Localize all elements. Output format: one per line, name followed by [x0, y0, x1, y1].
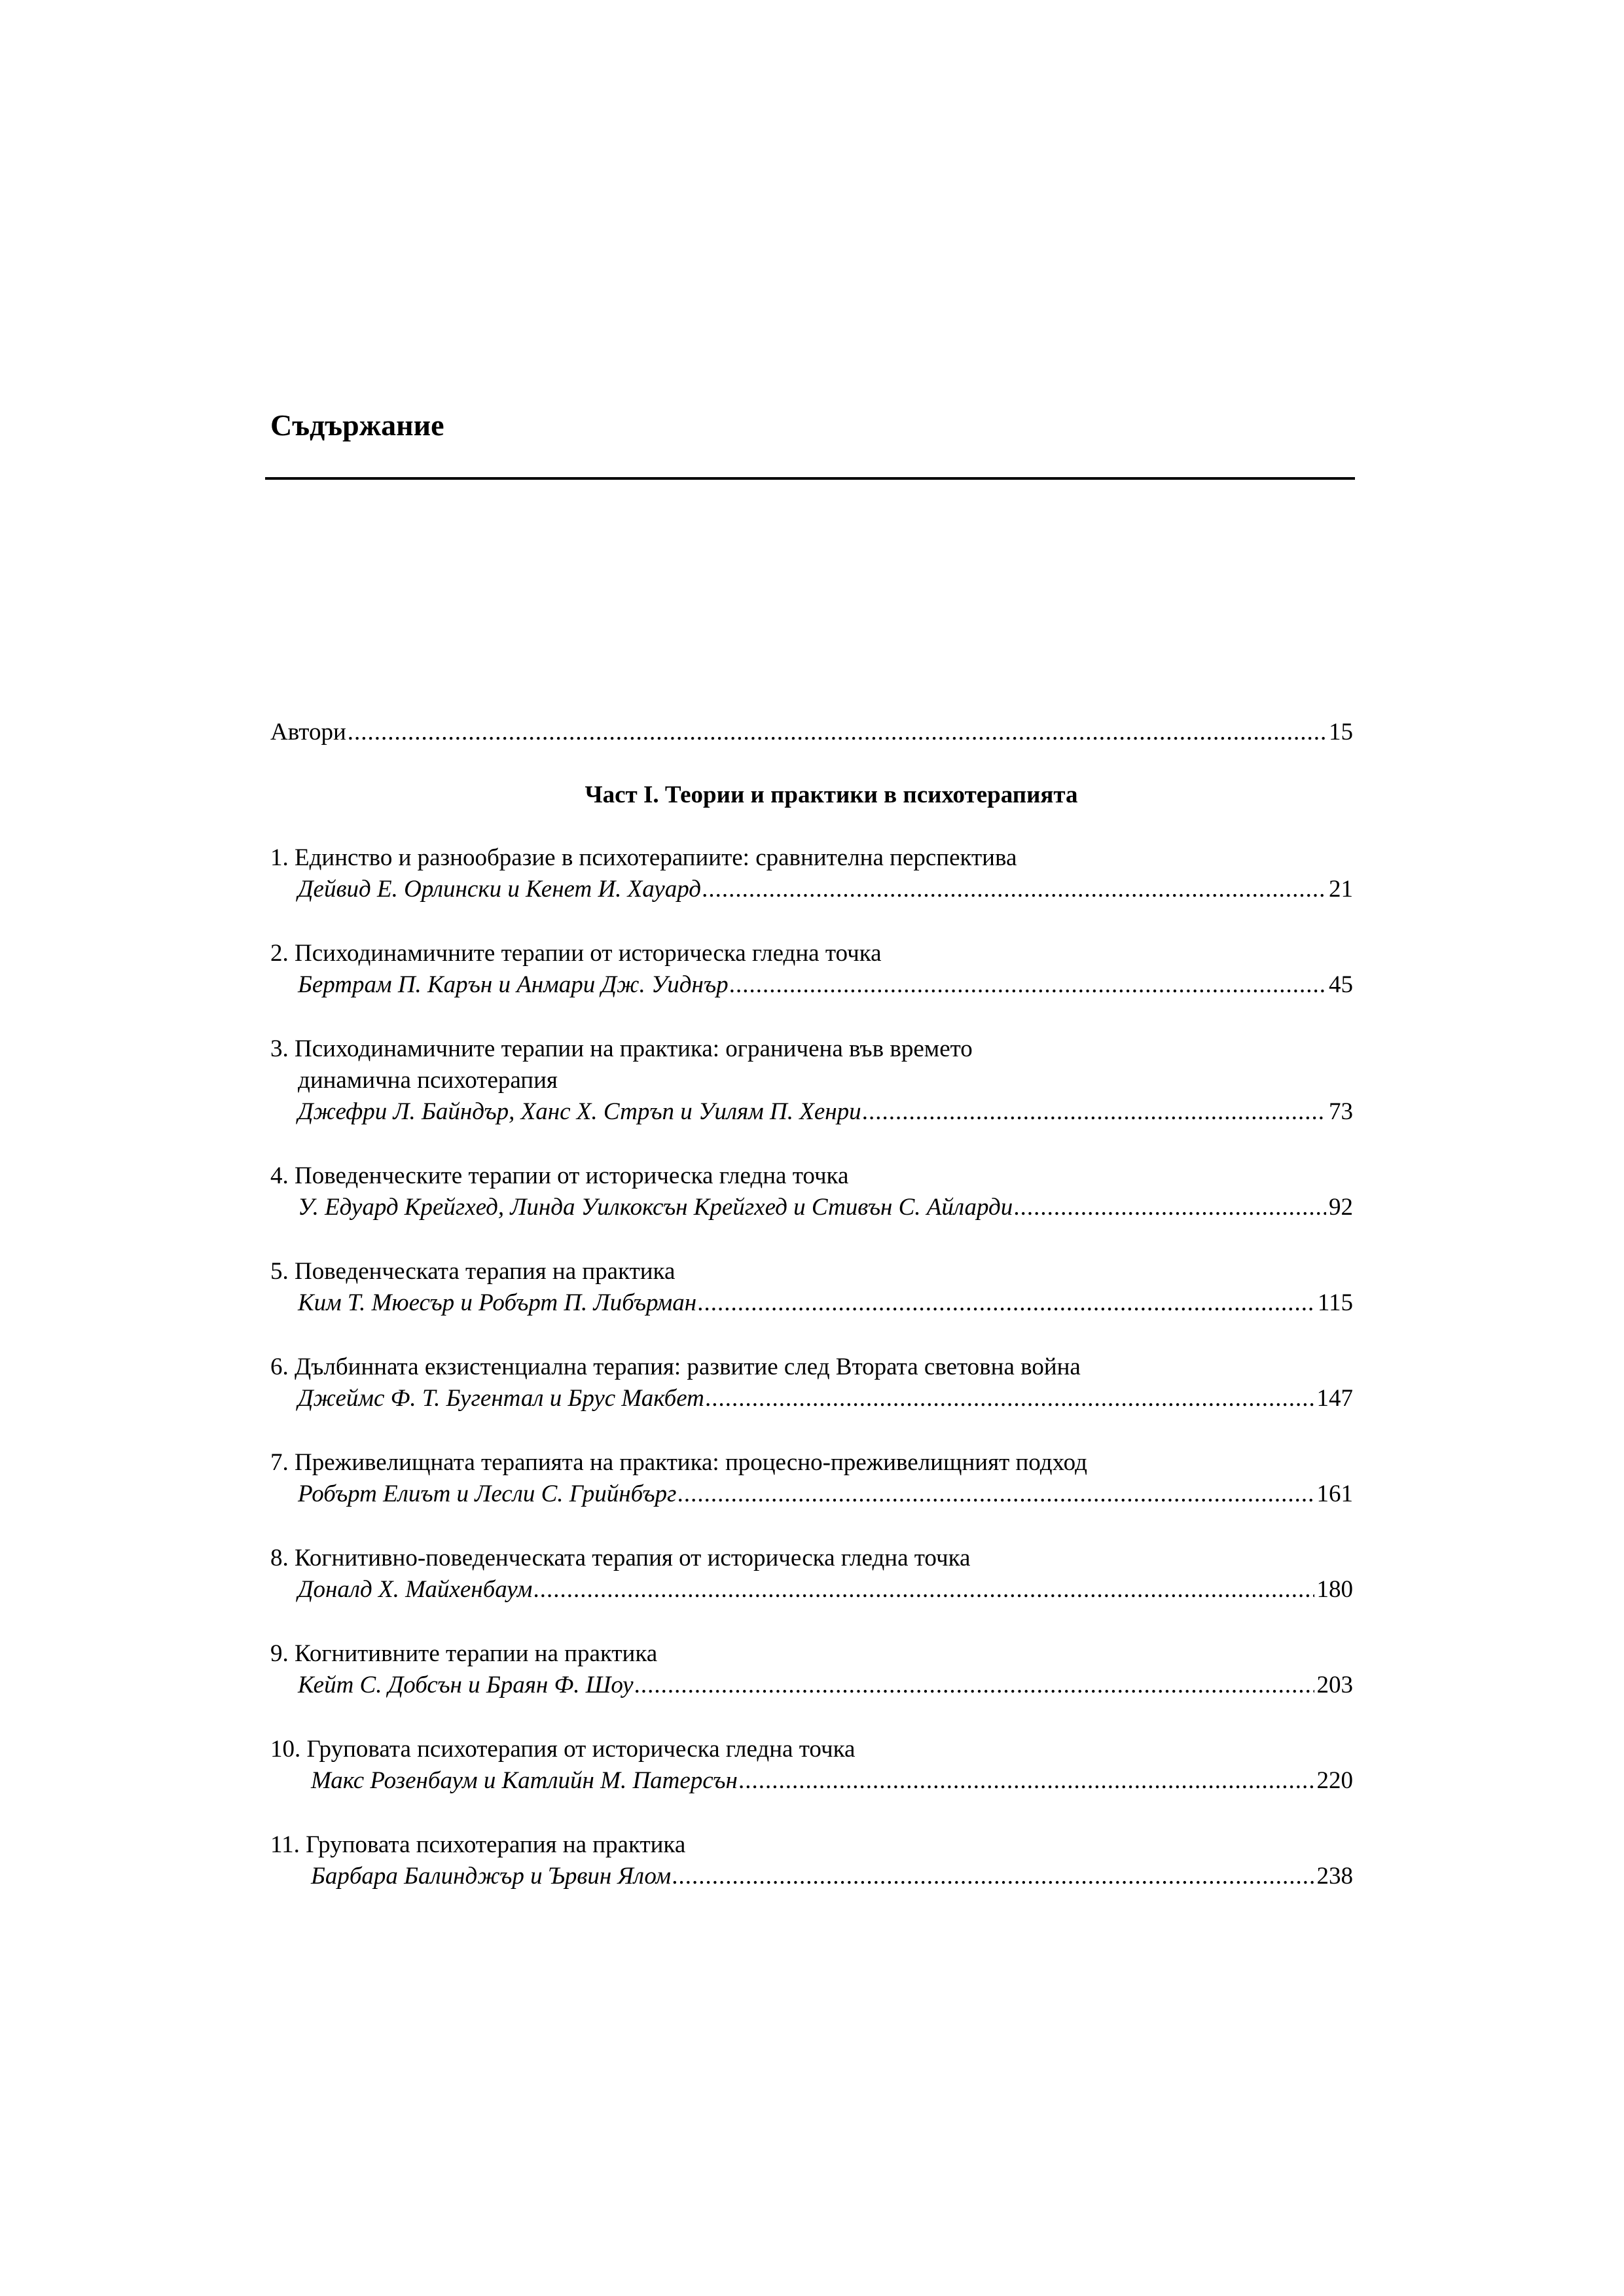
- toc-entry-page: 21: [1329, 876, 1353, 903]
- toc-entry-page: 147: [1316, 1385, 1353, 1412]
- toc-entry-page: 161: [1316, 1480, 1353, 1507]
- dot-leader: [348, 717, 1326, 748]
- toc-entry-title: 9. Когнитивните терапии на практика: [270, 1640, 658, 1667]
- toc-entry-authors-line: [270, 1287, 1353, 1319]
- toc-entry-title: 3. Психодинамичните терапии на практика: ограничена във времето: [270, 1035, 973, 1062]
- toc-entry-page: 73: [1329, 1098, 1353, 1125]
- toc-entry-authors-line: [270, 1861, 1353, 1892]
- toc-entry-page: 180: [1316, 1576, 1353, 1603]
- dot-leader: [533, 1574, 1314, 1605]
- toc-entry-page: 220: [1316, 1767, 1353, 1794]
- dot-leader: [739, 1765, 1314, 1797]
- dot-leader: [672, 1861, 1314, 1892]
- dot-leader: [1014, 1192, 1326, 1223]
- toc-entry-title: 4. Поведенческите терапии от историческа гледна точка: [270, 1162, 849, 1189]
- toc-authors-line[interactable]: [270, 717, 1353, 748]
- dot-leader: [678, 1479, 1314, 1510]
- dot-leader: [863, 1096, 1326, 1128]
- toc-entry-11[interactable]: [270, 1829, 1353, 1892]
- toc-entry-authors: Барбара Балинджър и Ървин Ялом: [311, 1863, 672, 1890]
- toc-authors-label: Автори: [270, 719, 346, 745]
- toc-entry-authors-line: [270, 1479, 1353, 1510]
- toc-entry-title: 10. Груповата психотерапия от историческа гледна точка: [270, 1736, 856, 1763]
- toc-entry-10[interactable]: [270, 1734, 1353, 1797]
- toc-entry-authors: Джеймс Ф. Т. Бугентал и Брус Макбет: [298, 1385, 704, 1412]
- toc-entry-8[interactable]: [270, 1543, 1353, 1605]
- toc-entry-authors: Бертрам П. Карън и Анмари Дж. Уиднър: [298, 971, 729, 998]
- toc-entry-title-continuation: динамична психотерапия: [298, 1067, 558, 1094]
- toc-entry-page: 92: [1329, 1194, 1353, 1221]
- table-of-contents: [270, 717, 1353, 1892]
- toc-entry-title: 7. Преживелищната терапията на практика: процесно-преживелищният подход: [270, 1449, 1087, 1476]
- toc-entry-title: 5. Поведенческата терапия на практика: [270, 1258, 676, 1285]
- toc-entry-7[interactable]: [270, 1447, 1353, 1510]
- toc-entry-authors-line: [270, 1670, 1353, 1701]
- toc-entry-page: 203: [1316, 1672, 1353, 1698]
- toc-entry-title: 6. Дълбинната екзистенциална терапия: развитие след Втората световна война: [270, 1354, 1081, 1380]
- toc-entry-authors: Доналд Х. Майхенбаум: [298, 1576, 533, 1603]
- toc-entry-title: 8. Когнитивно-поведенческата терапия от историческа гледна точка: [270, 1545, 971, 1571]
- toc-entry-authors: У. Едуард Крейгхед, Линда Уилкоксън Крейгхед и Стивън С. Айларди: [298, 1194, 1013, 1221]
- toc-entry-5[interactable]: [270, 1256, 1353, 1319]
- toc-entry-authors-line: [270, 1574, 1353, 1605]
- toc-entry-3[interactable]: [270, 1033, 1353, 1128]
- toc-entry-page: 115: [1317, 1289, 1353, 1316]
- toc-entry-title: 1. Единство и разнообразие в психотерапиите: сравнителна перспектива: [270, 844, 1017, 871]
- toc-entry-2[interactable]: [270, 938, 1353, 1001]
- toc-entry-authors: Ким Т. Мюесър и Робърт П. Либърман: [298, 1289, 697, 1316]
- dot-leader: [730, 969, 1326, 1001]
- toc-entry-authors: Робърт Елиът и Лесли С. Грийнбърг: [298, 1480, 677, 1507]
- toc-entry-authors: Макс Розенбаум и Катлийн М. Патерсън: [311, 1767, 738, 1794]
- title-divider: [265, 477, 1355, 480]
- toc-entry-title: 11. Груповата психотерапия на практика: [270, 1831, 686, 1858]
- dot-leader: [698, 1287, 1315, 1319]
- toc-entry-authors: Джефри Л. Байндър, Ханс Х. Стръп и Уилям П. Хенри: [298, 1098, 861, 1125]
- toc-entry-9[interactable]: [270, 1638, 1353, 1701]
- page-title: Съдържание: [270, 408, 444, 442]
- toc-entry-page: 238: [1316, 1863, 1353, 1890]
- toc-entry-authors-line: [270, 969, 1353, 1001]
- dot-leader: [702, 874, 1326, 905]
- toc-entry-4[interactable]: [270, 1160, 1353, 1223]
- dot-leader: [706, 1383, 1314, 1414]
- dot-leader: [635, 1670, 1314, 1701]
- toc-entry-1[interactable]: [270, 842, 1353, 905]
- toc-entry-6[interactable]: [270, 1352, 1353, 1414]
- toc-entry-authors-line: [270, 1192, 1353, 1223]
- toc-entry-authors-line: [270, 1765, 1353, 1797]
- part-heading: Част I. Теории и практики в психотерапията: [585, 781, 1078, 808]
- toc-entry-authors: Дейвид Е. Орлински и Кенет И. Хауард: [298, 876, 701, 903]
- toc-authors-page: 15: [1329, 719, 1353, 745]
- toc-entry-authors: Кейт С. Добсън и Браян Ф. Шоу: [298, 1672, 634, 1698]
- toc-entry-page: 45: [1329, 971, 1353, 998]
- toc-entry-title: 2. Психодинамичните терапии от историческа гледна точка: [270, 940, 882, 967]
- toc-entry-authors-line: [270, 1096, 1353, 1128]
- toc-entry-authors-line: [270, 874, 1353, 905]
- toc-entry-authors-line: [270, 1383, 1353, 1414]
